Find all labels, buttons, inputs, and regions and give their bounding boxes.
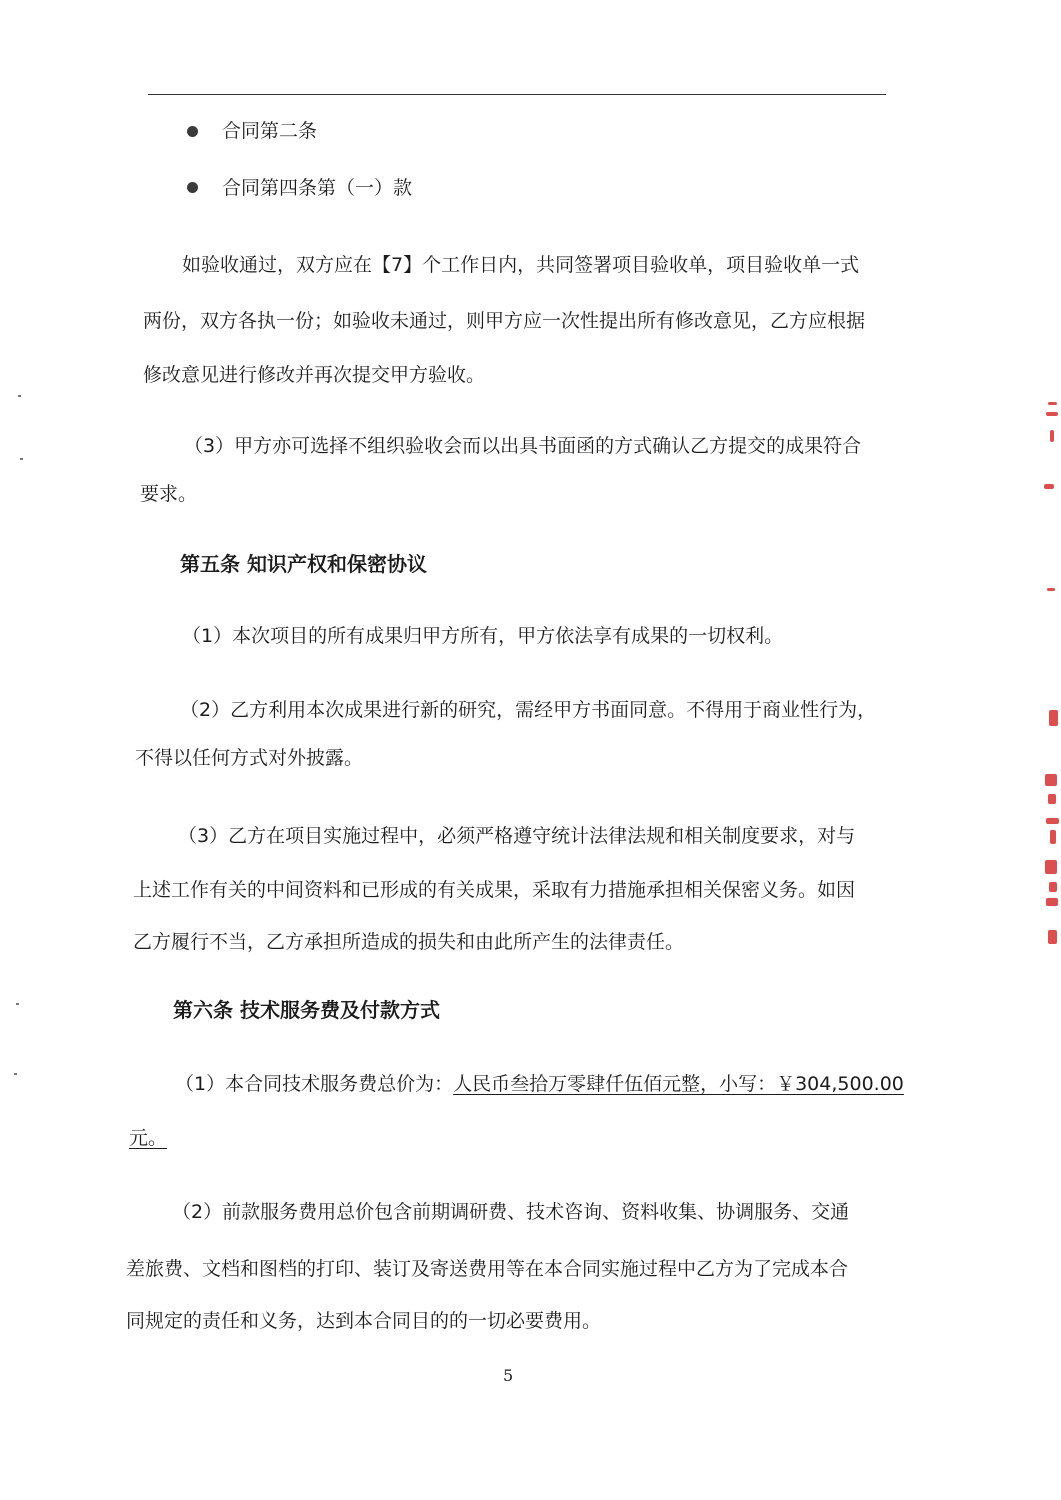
paragraph-line: （2）乙方利用本次成果进行新的研究，需经甲方书面同意。不得用于商业性行为，: [180, 699, 877, 721]
paragraph-line: 同规定的责任和义务，达到本合同目的的一切必要费用。: [126, 1310, 602, 1332]
bullet-item: 合同第四条第（一）款: [222, 177, 413, 199]
section-heading: 第六条 技术服务费及付款方式: [173, 998, 440, 1022]
fee-prefix: （1）本合同技术服务费总价为：: [175, 1073, 454, 1095]
scan-speck: [16, 1003, 19, 1005]
scan-speck: [14, 1073, 17, 1075]
section-heading: 第五条 知识产权和保密协议: [180, 552, 427, 576]
paragraph-line: 上述工作有关的中间资料和已形成的有关成果，采取有力措施承担相关保密义务。如因: [133, 879, 856, 901]
bullet-item: 合同第二条: [222, 120, 318, 142]
paragraph-line: 差旅费、文档和图档的打印、装订及寄送费用等在本合同实施过程中乙方为了完成本合: [126, 1258, 849, 1280]
paragraph-line: 要求。: [140, 483, 198, 505]
paragraph-line: 不得以任何方式对外披露。: [135, 747, 364, 769]
page-number: 5: [503, 1366, 514, 1385]
fee-line: [175, 1071, 904, 1097]
paragraph-line: 如验收通过，双方应在【7】个工作日内，共同签署项目验收单，项目验收单一式: [182, 254, 860, 276]
scan-speck: [18, 395, 21, 397]
bullet-dot-icon: [187, 126, 198, 137]
fee-amount: 人民币叁拾万零肆仟伍佰元整，小写：￥304,500.00: [453, 1073, 904, 1095]
header-rule: [148, 94, 886, 95]
paragraph-line: 两份，双方各执一份；如验收未通过，则甲方应一次性提出所有修改意见，乙方应根据: [143, 310, 866, 332]
paragraph-line: （3）乙方在项目实施过程中，必须严格遵守统计法律法规和相关制度要求，对与: [178, 825, 856, 847]
paragraph-line: 修改意见进行修改并再次提交甲方验收。: [143, 364, 486, 386]
paragraph-line: （1）本次项目的所有成果归甲方所有，甲方依法享有成果的一切权利。: [182, 625, 784, 647]
scan-speck: [20, 458, 23, 460]
bullet-dot-icon: [187, 182, 198, 193]
paragraph-line: 乙方履行不当，乙方承担所造成的损失和由此所产生的法律责任。: [133, 931, 685, 953]
paragraph-line: （2）前款服务费用总价包含前期调研费、技术咨询、资料收集、协调服务、交通: [172, 1201, 850, 1223]
fee-amount-tail: 元。: [129, 1127, 168, 1149]
seal-stamp-fragment-icon: [1036, 390, 1061, 990]
paragraph-line: （3）甲方亦可选择不组织验收会而以出具书面函的方式确认乙方提交的成果符合: [184, 435, 862, 457]
